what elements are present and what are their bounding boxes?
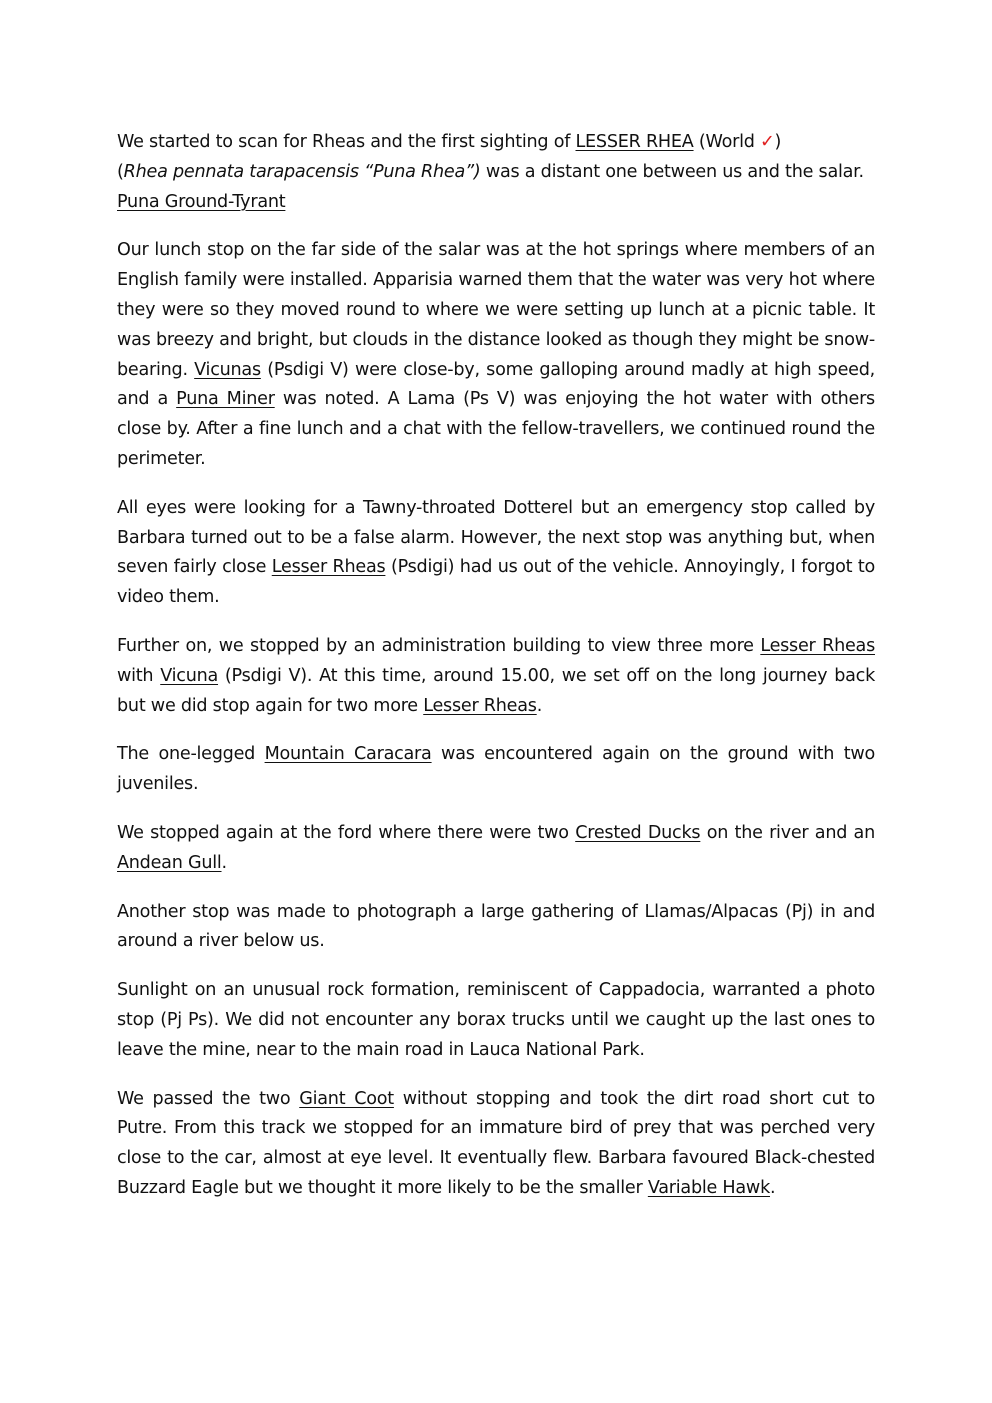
paragraph-giant-coot — [117, 1085, 875, 1204]
text-run: . — [221, 852, 227, 873]
text-run: (Psdigi V). At this time, around 15.00, we set off on the long journey back but we did stop again for two more — [117, 665, 876, 716]
text-run: with — [117, 665, 161, 686]
species-giant-coot: Giant Coot — [299, 1088, 394, 1109]
species-lesser-rhea: LESSER RHEA — [575, 132, 694, 152]
text-run: without stopping and took the dirt road short cut to Putre. From this track we stopped for an immature bird of prey that was perched very close to the car, almost at eye level. It eventually flew. Barbara favoured Black-chested Buzzard Eagle but we thought it more likely to be the smaller — [117, 1088, 875, 1198]
document-page — [117, 128, 875, 1223]
species-lesser-rheas: Lesser Rheas — [760, 635, 875, 656]
text-run: All eyes were looking for a Tawny-throated Dotterel but an emergency stop called by Barbara turned out to be a false alarm. However, the next stop was anything but, when seven fairly close — [117, 497, 875, 578]
species-crested-ducks: Crested Ducks — [575, 822, 701, 843]
text-run: . — [770, 1177, 776, 1198]
species-mountain-caracara: Mountain Caracara — [264, 744, 432, 765]
text-run: was encountered again on the ground with two juveniles. — [117, 744, 875, 795]
text-run: We started to scan for Rheas and the first sighting of — [117, 132, 576, 152]
paragraph-llamas — [117, 898, 875, 958]
text-run: . — [536, 695, 543, 716]
species-lesser-rheas: Lesser Rheas — [271, 557, 386, 578]
text-run: ( — [117, 161, 124, 182]
text-run: Further on, we stopped by an administration building to view three more — [117, 635, 761, 656]
paragraph-lesser-rhea-sighting — [117, 128, 875, 217]
text-run: Sunlight on an unusual rock formation, reminiscent of Cappadocia, warranted a photo stop (Pj Ps). We did not encounter any borax trucks until we caught up the last ones to leave the mine, near to the main road in Lauca National Park. — [117, 980, 875, 1060]
text-run: We passed the two — [117, 1088, 300, 1109]
text-run: (World — [693, 132, 761, 152]
paragraph-administration-building — [117, 632, 875, 721]
paragraph-lunch-stop — [117, 236, 875, 474]
text-run: ) — [774, 132, 782, 152]
latin-name: Rhea pennata tarapacensis “Puna Rhea”) — [123, 161, 481, 182]
species-lesser-rheas: Lesser Rheas — [423, 695, 537, 716]
text-run: (Psdigi) had us out of the vehicle. Annoyingly, I forgot to video them. — [117, 557, 875, 608]
species-andean-gull: Andean Gull — [117, 852, 222, 873]
text-run: We stopped again at the ford where there were two — [117, 822, 576, 843]
text-run: was a distant one between us and the salar. — [480, 161, 864, 182]
species-puna-ground-tyrant: Puna Ground-Tyrant — [117, 191, 286, 212]
species-puna-miner: Puna Miner — [176, 389, 275, 410]
text-run: on the river and an — [700, 822, 875, 843]
species-vicunas: Vicunas — [194, 359, 261, 380]
paragraph-ford — [117, 819, 875, 879]
species-vicuna: Vicuna — [160, 665, 219, 686]
text-run: The one-legged — [117, 744, 265, 765]
text-run: (Psdigi V) were close-by, some galloping around madly at high speed, and a — [117, 359, 875, 410]
paragraph-rock-formation — [117, 976, 875, 1065]
text-run: Another stop was made to photograph a large gathering of Llamas/Alpacas (Pj) in and around a river below us. — [117, 901, 875, 952]
paragraph-emergency-stop — [117, 494, 875, 613]
species-variable-hawk: Variable Hawk — [647, 1177, 771, 1198]
tick-icon: ✓ — [760, 132, 775, 152]
paragraph-mountain-caracara — [117, 740, 875, 800]
text-run: Our lunch stop on the far side of the salar was at the hot springs where members of an English family were installed. Apparisia warned them that the water was very hot where they were so they moved round to where we were setting up lunch at a picnic table. It was breezy and bright, but clouds in the distance looked as though they might be snow-bearing. — [117, 240, 875, 380]
text-run: was noted. A Lama (Ps V) was enjoying the hot water with others close by. After a fine lunch and a chat with the fellow-travellers, we continued round the perimeter. — [117, 389, 875, 469]
